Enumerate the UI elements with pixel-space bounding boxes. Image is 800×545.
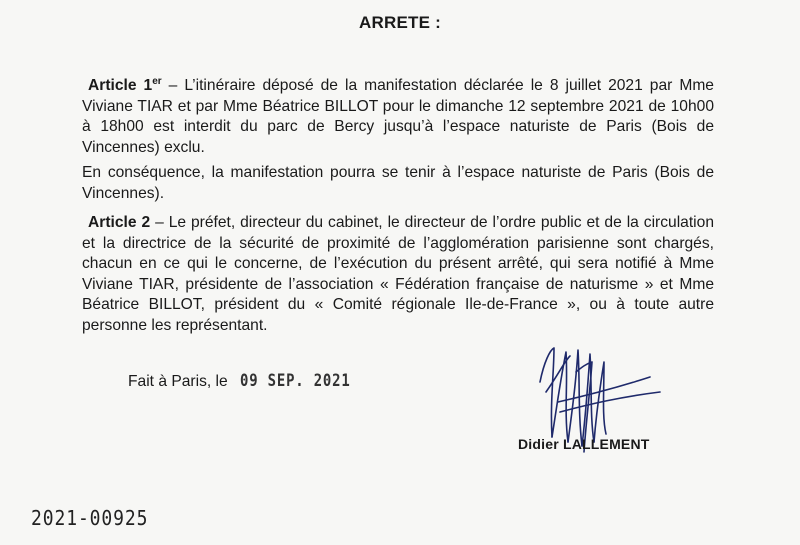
article-2-label: Article 2 bbox=[88, 214, 151, 231]
signoff-line bbox=[128, 371, 375, 391]
document-heading: ARRETE : bbox=[359, 13, 441, 32]
reference-number: 2021-00925 bbox=[31, 506, 149, 530]
article-1-paragraph bbox=[82, 76, 714, 158]
signatory-name: Didier LALLEMENT bbox=[518, 436, 650, 452]
date-stamp: 09 SEP. 2021 bbox=[240, 371, 351, 391]
consequence-paragraph: En conséquence, la manifestation pourra se tenir à l’espace naturiste de Paris (Bois de Vincennes). bbox=[82, 164, 714, 202]
article-1-label: Article 1er bbox=[88, 75, 162, 94]
article-2-paragraph bbox=[82, 213, 714, 337]
article-2-text: – Le préfet, directeur du cabinet, le directeur de l’ordre public et de la circulation et la directrice de la sécurité de proximité de l’agglomération parisienne sont chargés, chacun en ce qui le concerne, de l’exécution du présent arrêté, qui sera notifié à Mme Viviane TIAR, présidente de l’association « Fédération française de naturisme » et Mme Béatrice BILLOT, président du « Comité régionale Ile-de-France », ou à toute autre personne les représentant. bbox=[82, 214, 714, 334]
signoff-place: Fait à Paris, le bbox=[128, 373, 228, 390]
article-1-text: – L’itinéraire déposé de la manifestation déclarée le 8 juillet 2021 par Mme Viviane TIAR et par Mme Béatrice BILLOT pour le dimanche 12 septembre 2021 de 10h00 à 18h00 est interdit du parc de Bercy jusqu’à l’espace naturiste de Paris (Bois de Vincennes) exclu. bbox=[82, 77, 714, 156]
